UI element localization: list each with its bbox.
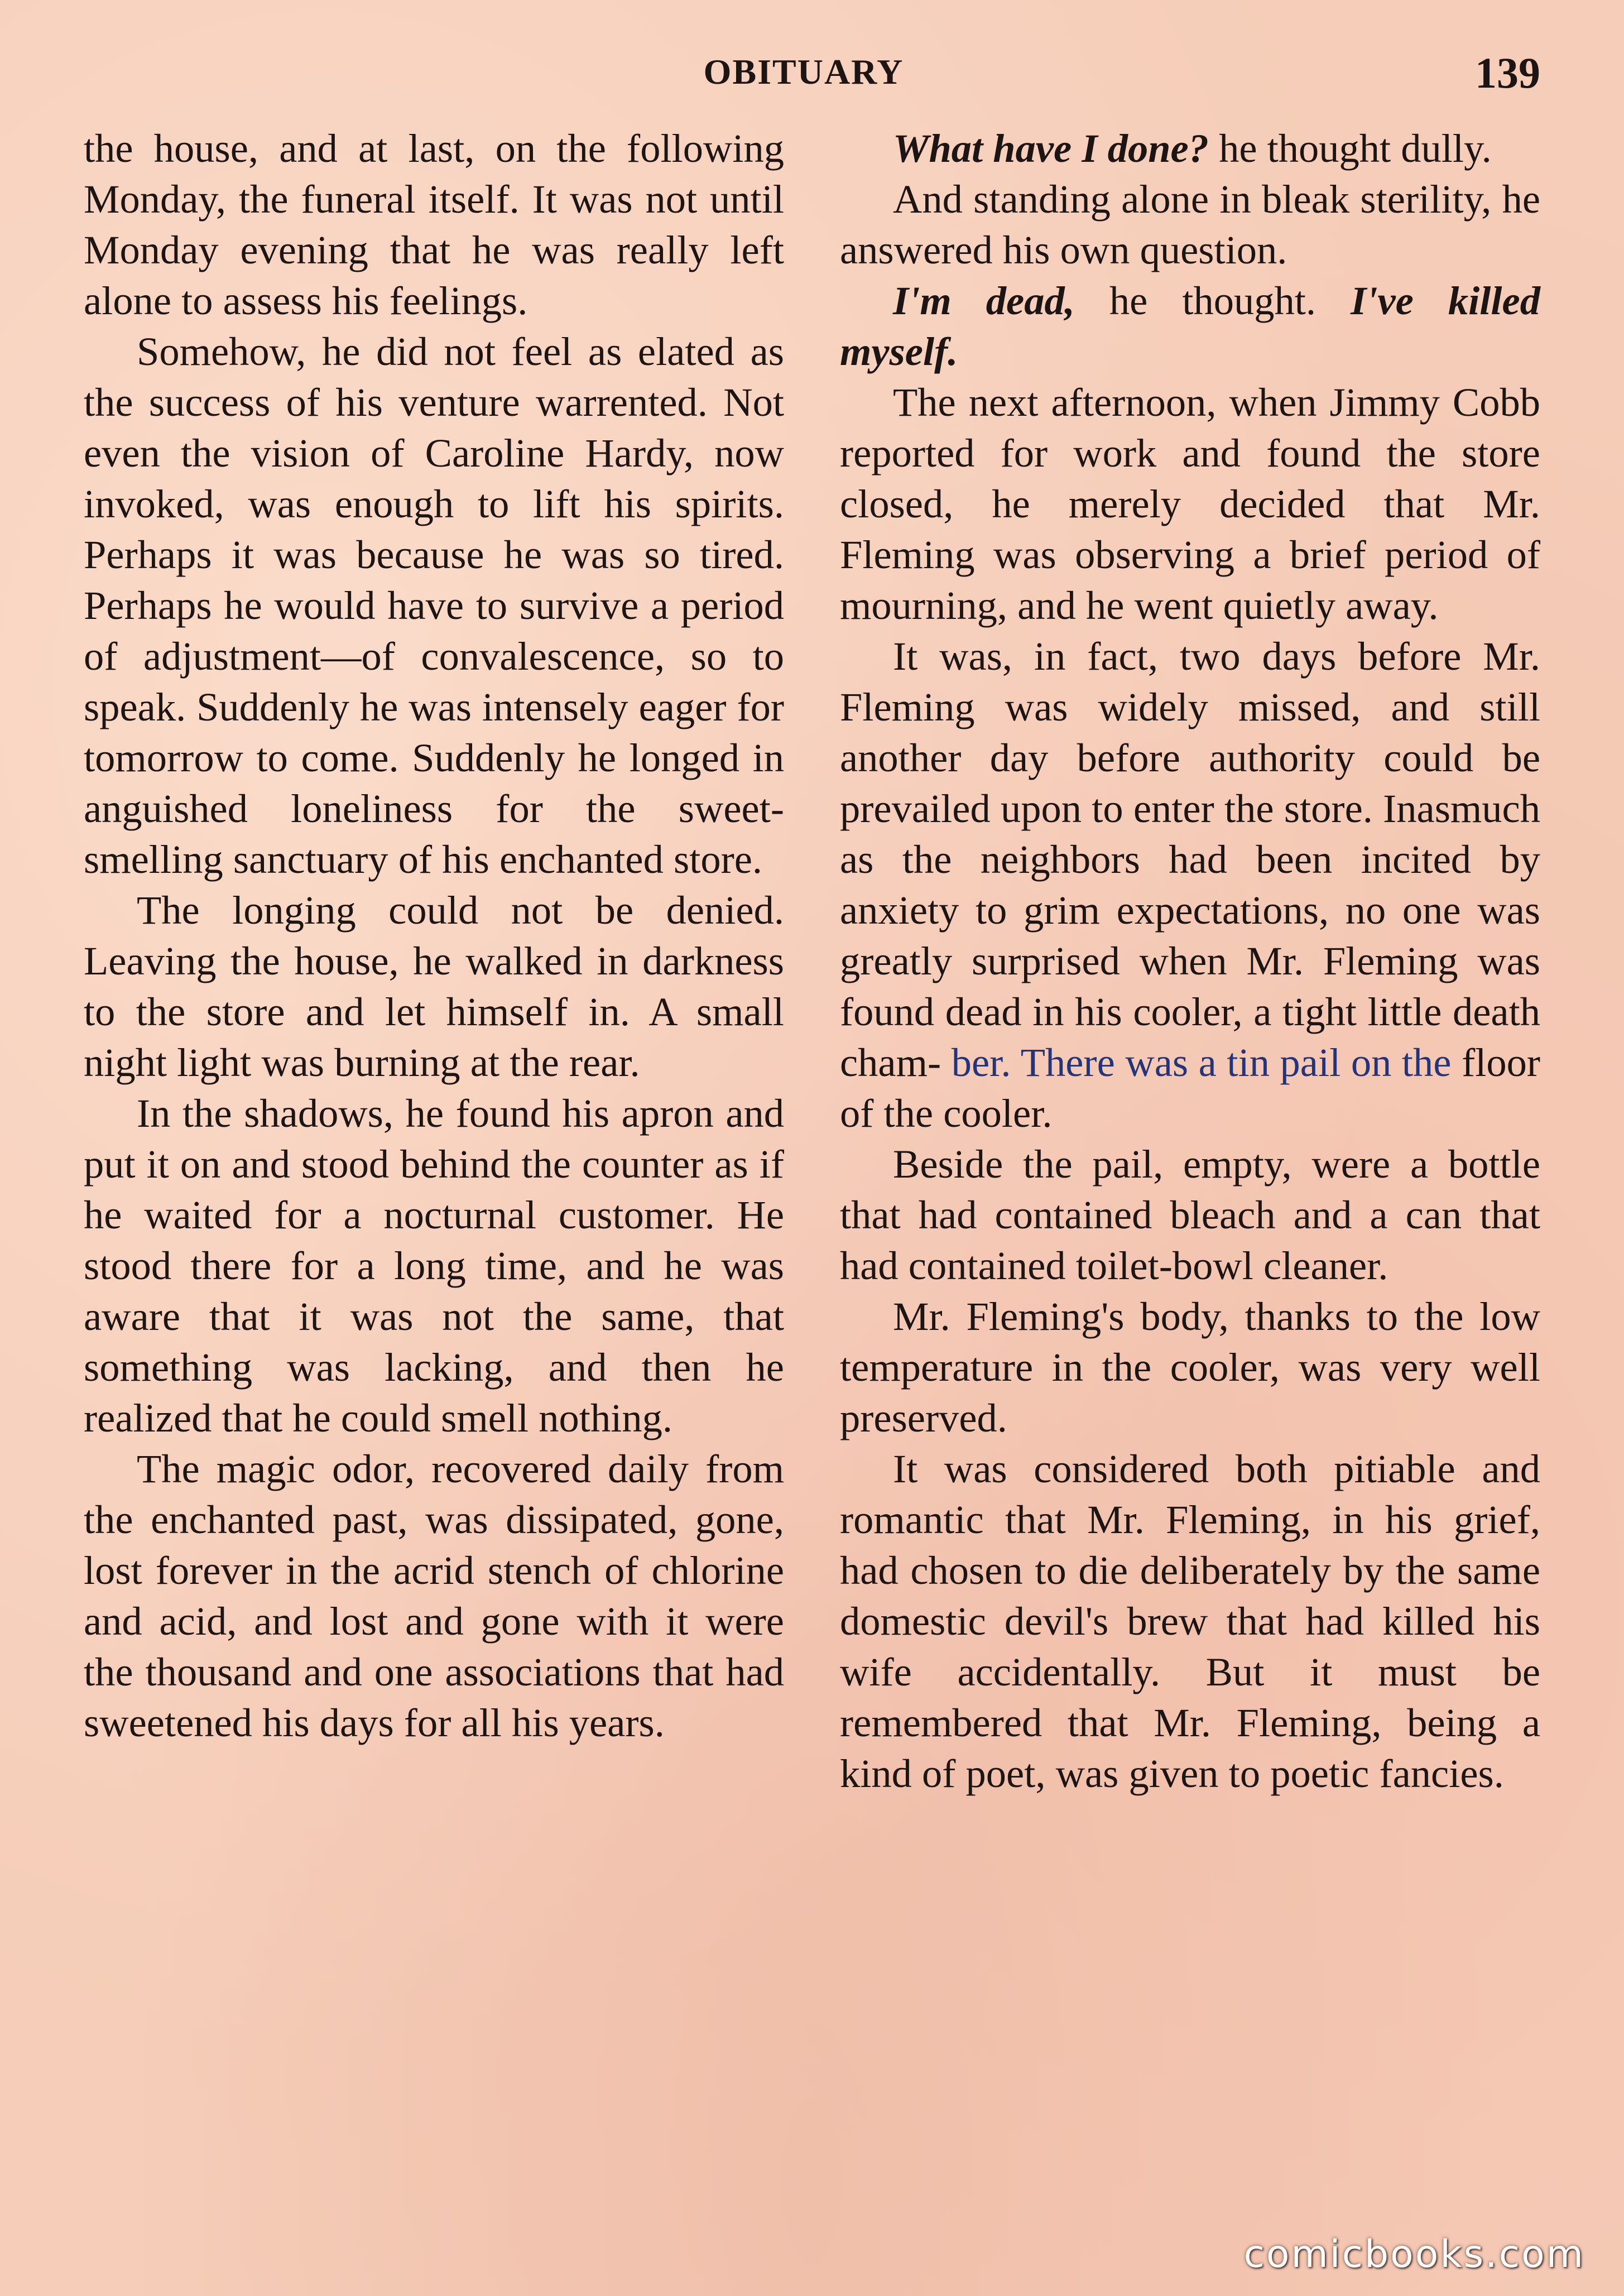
paragraph-left-4: In the shadows, he found his apron and put it on and stood behind the counter as if he waited for a nocturnal customer. He stood there for a long time, and he was aware that it was not the same, that something was lacking, and then he realized that he could smell nothing. (84, 1091, 784, 1440)
paragraph-right-4: The next afternoon, when Jimmy Cobb reported for work and found the store closed, he merely decided that Mr. Fleming was observing a brief period of mourning, and he went quietly away. (840, 380, 1540, 628)
paragraph-right-3-text: he thought. (1074, 278, 1351, 323)
paragraph-right-3 (840, 275, 1540, 377)
paragraph-left-3: The longing could not be denied. Leaving the house, he walked in darkness to the store and let himself in. A small night light was burning at the rear. (84, 887, 784, 1085)
paragraph-right-6: Beside the pail, empty, were a bottle that had contained bleach and a can that had contained toilet-bowl cleaner. (840, 1141, 1540, 1288)
paragraph-right-1-text: he thought dully. (1208, 126, 1492, 171)
paragraph-right-5-blue-line: ber. There was a tin pail on the (951, 1040, 1452, 1085)
italic-thought-3: I've killed myself. (840, 278, 1540, 374)
watermark: comicbooks.com (1243, 2232, 1585, 2276)
paragraph-left-1: the house, and at last, on the following Monday, the funeral itself. It was not until Monday evening that he was really left alone to assess his feelings. (84, 126, 784, 323)
paragraph-right-2: And standing alone in bleak sterility, he answered his own question. (840, 176, 1540, 272)
running-head (0, 51, 1624, 102)
paragraph-left-5: The magic odor, recovered daily from the enchanted past, was dissipated, gone, lost forever in the acrid stench of chlorine and acid, and lost and gone with it were the thousand and one associations that had sweetened his days for all his years. (84, 1446, 784, 1745)
paragraph-left-2: Somehow, he did not feel as elated as the success of his venture warrented. Not even the vision of Caroline Hardy, now invoked, was enough to lift his spirits. Perhaps it was because he was so tired. Perhaps he would have to survive a period of adjustment—of convalescence, so to speak. Suddenly he was intensely eager for tomorrow to come. Suddenly he longed in anguished loneliness for the sweet-smelling sanctuary of his enchanted store. (84, 329, 784, 882)
right-column (840, 123, 1540, 1799)
page-number: 139 (1475, 49, 1540, 97)
paragraph-right-7: Mr. Fleming's body, thanks to the low temperature in the cooler, was very well preserved. (840, 1294, 1540, 1440)
italic-thought-1: What have I done? (893, 126, 1209, 171)
italic-thought-2: I'm dead, (893, 278, 1075, 323)
left-column (84, 123, 784, 1748)
paragraph-right-5-c: floor of the cooler. (840, 1040, 1540, 1136)
paragraph-right-5 (840, 631, 1540, 1139)
paragraph-right-1 (840, 123, 1540, 174)
running-title: OBITUARY (703, 52, 904, 92)
paragraph-right-8: It was considered both pitiable and romantic that Mr. Fleming, in his grief, had chosen to die deliberately by the same domestic devil's brew that had killed his wife accidentally. But it must be remembered that Mr. Fleming, being a kind of poet, was given to poetic fancies. (840, 1446, 1540, 1796)
paragraph-right-5-a: It was, in fact, two days before Mr. Fleming was widely missed, and still another day before authority could be prevailed upon to enter the store. Inasmuch as the neighbors had been incited by anxiety to grim expectations, no one was greatly surprised when Mr. Fleming was found dead in his cooler, a tight little death cham- (840, 633, 1540, 1085)
